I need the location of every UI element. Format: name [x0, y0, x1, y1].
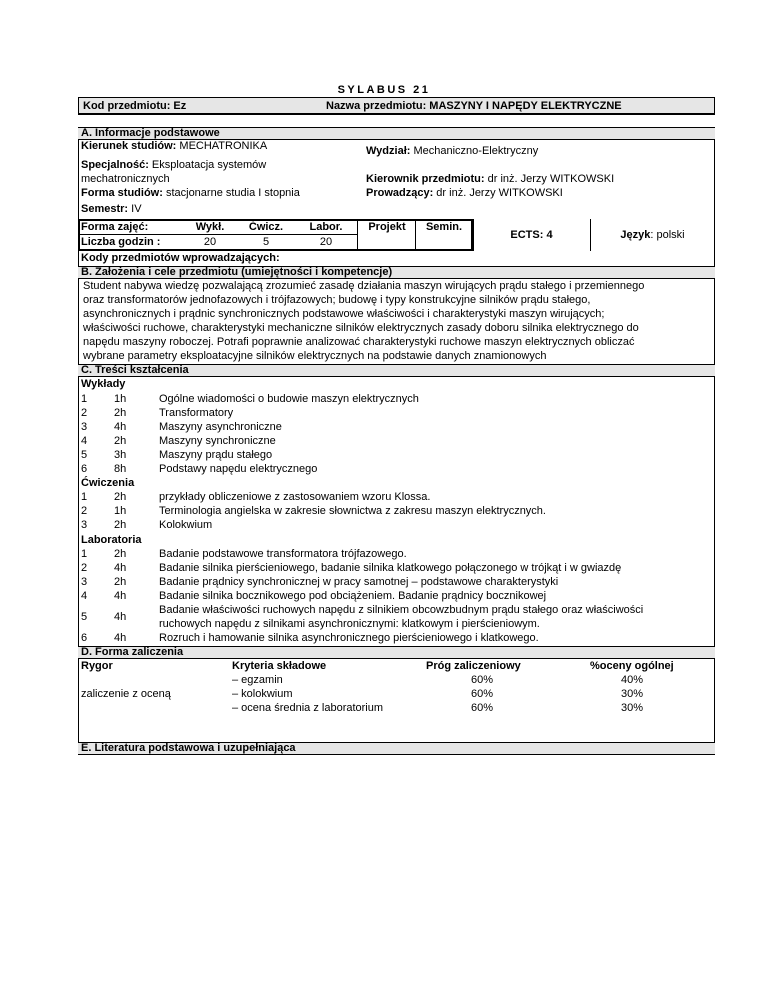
col-kryteria: Kryteria składowe: [232, 660, 327, 672]
criterion-item: – kolokwium: [232, 688, 293, 700]
liczba-godzin-label: Liczba godzin :: [81, 236, 161, 248]
col-prog: Próg zaliczeniowy: [426, 660, 521, 672]
weight-value: 40%: [620, 674, 644, 686]
exercise-row: 3 2h Kolokwium: [81, 519, 213, 531]
classes-grid-vline: [357, 219, 358, 251]
col-wykl: Wykł.: [195, 221, 225, 233]
forma-zajec-label: Forma zajęć:: [81, 221, 149, 233]
section-d-heading: D. Forma zaliczenia: [78, 646, 715, 659]
kierunek-field: Kierunek studiów: MECHATRONIKA: [81, 140, 268, 152]
goals-line: wybrane parametry eksploatacyjne silników elektrycznych na podstawie danych znamionowych: [83, 350, 547, 362]
exercise-row: 2 1h Terminologia angielska w zakresie słownictwa z zakresu maszyn elektrycznych.: [81, 505, 546, 517]
threshold-value: 60%: [470, 674, 494, 686]
specjalnosc-field-cont: mechatronicznych: [81, 173, 170, 185]
lab-row: 5 4h: [81, 611, 127, 623]
goals-line: właściwości ruchowe, charakterystyki mechaniczne silników elektrycznych zasady doboru silnika elektrycznego do: [83, 322, 639, 334]
section-a-heading: A. Informacje podstawowe: [78, 127, 715, 140]
goals-line: Student nabywa wiedzę pozwalającą zrozumieć zasadę działania maszyn wirujących prądu stałego i przemiennego: [83, 280, 645, 292]
kody-przedmiotow: Kody przedmiotów wprowadzających:: [81, 252, 280, 264]
lecture-row: 3 4h Maszyny asynchroniczne: [81, 421, 282, 433]
exercise-row: 1 2h przykłady obliczeniowe z zastosowaniem wzoru Klossa.: [81, 491, 431, 503]
threshold-value: 60%: [470, 688, 494, 700]
hours-wykl: 20: [203, 236, 217, 248]
section-b-heading: B. Założenia i cele przedmiotu (umiejętności i kompetencje): [78, 266, 715, 279]
hours-cwicz: 5: [262, 236, 270, 248]
hours-labor: 20: [319, 236, 333, 248]
lab-row: 3 2h Badanie prądnicy synchronicznej w pracy samotnej – podstawowe charakterystyki: [81, 576, 559, 588]
syllabus-title: SYLABUS 21: [337, 84, 431, 96]
lab-row: 6 4h Rozruch i hamowanie silnika asynchronicznego pierścieniowego i klatkowego.: [81, 632, 539, 644]
prowadzacy-field: Prowadzący: dr inż. Jerzy WITKOWSKI: [366, 187, 563, 199]
lecture-row: 6 8h Podstawy napędu elektrycznego: [81, 463, 318, 475]
specjalnosc-field: Specjalność: Eksploatacja systemów: [81, 159, 267, 171]
lab-row-text-cont: ruchowych napędu z silnikami asynchronicznymi: klatkowym i pierścieniowym.: [159, 618, 540, 630]
threshold-value: 60%: [470, 702, 494, 714]
col-projekt: Projekt: [368, 221, 406, 233]
rygor-value: zaliczenie z oceną: [81, 688, 171, 700]
classes-grid-vline: [415, 219, 416, 251]
col-labor: Labor.: [309, 221, 343, 233]
criterion-item: – egzamin: [232, 674, 283, 686]
course-code: Kod przedmiotu: Ez: [83, 100, 187, 112]
goals-line: oraz transformatorów jednofazowych i trójfazowych; budowę i typy konstrukcyjne silników prądu stałego,: [83, 294, 591, 306]
lab-row: 4 4h Badanie silnika bocznikowego pod obciążeniem. Badanie prądnicy bocznikowej: [81, 590, 547, 602]
wydzial-field: Wydział: Mechaniczno-Elektryczny: [366, 145, 539, 157]
col-semin: Semin.: [425, 221, 463, 233]
kierownik-field: Kierownik przedmiotu: dr inż. Jerzy WITKOWSKI: [366, 173, 615, 185]
goals-line: asynchronicznych i prądnic synchronicznych podstawowe właściwości i charakterystyki maszyn wirujących;: [83, 308, 605, 320]
semestr-field: Semestr: IV: [81, 203, 142, 215]
lecture-row: 2 2h Transformatory: [81, 407, 234, 419]
laboratoria-label: Laboratoria: [81, 534, 142, 546]
lab-row-text: Badanie właściwości ruchowych napędu z silnikiem obcowzbudnym prądu stałego oraz właściwości: [159, 604, 644, 616]
classes-grid-divider: [78, 234, 358, 235]
lecture-row: 4 2h Maszyny synchroniczne: [81, 435, 276, 447]
goals-line: napędu maszyny roboczej. Potrafi poprawnie analizować charakterystyki ruchowe maszyn elektrycznych obliczać: [83, 336, 635, 348]
ects-value: ECTS: 4: [510, 229, 553, 241]
lab-row: 1 2h Badanie podstawowe transformatora trójfazowego.: [81, 548, 407, 560]
section-e-heading: E. Literatura podstawowa i uzupełniająca: [78, 742, 715, 755]
course-header: [78, 97, 715, 115]
wyklady-label: Wykłady: [81, 378, 126, 390]
jezyk-field: Język: polski: [620, 229, 685, 241]
lecture-row: 5 3h Maszyny prądu stałego: [81, 449, 273, 461]
lecture-row: 1 1h Ogólne wiadomości o budowie maszyn elektrycznych: [81, 393, 419, 405]
section-c-heading: C. Treści kształcenia: [78, 364, 715, 377]
course-name: Nazwa przedmiotu: MASZYNY I NAPĘDY ELEKTRYCZNE: [326, 100, 622, 112]
criterion-item: – ocena średnia z laboratorium: [232, 702, 384, 714]
col-cwicz: Ćwicz.: [248, 221, 284, 233]
lab-row: 2 4h Badanie silnika pierścieniowego, badanie silnika klatkowego połączonego w trójkąt i w gwiazdę: [81, 562, 622, 574]
forma-studiow-field: Forma studiów: stacjonarne studia I stopnia: [81, 187, 300, 199]
weight-value: 30%: [620, 702, 644, 714]
col-ocena: %oceny ogólnej: [590, 660, 674, 672]
weight-value: 30%: [620, 688, 644, 700]
col-rygor: Rygor: [81, 660, 113, 672]
cwiczenia-label: Ćwiczenia: [81, 477, 135, 489]
